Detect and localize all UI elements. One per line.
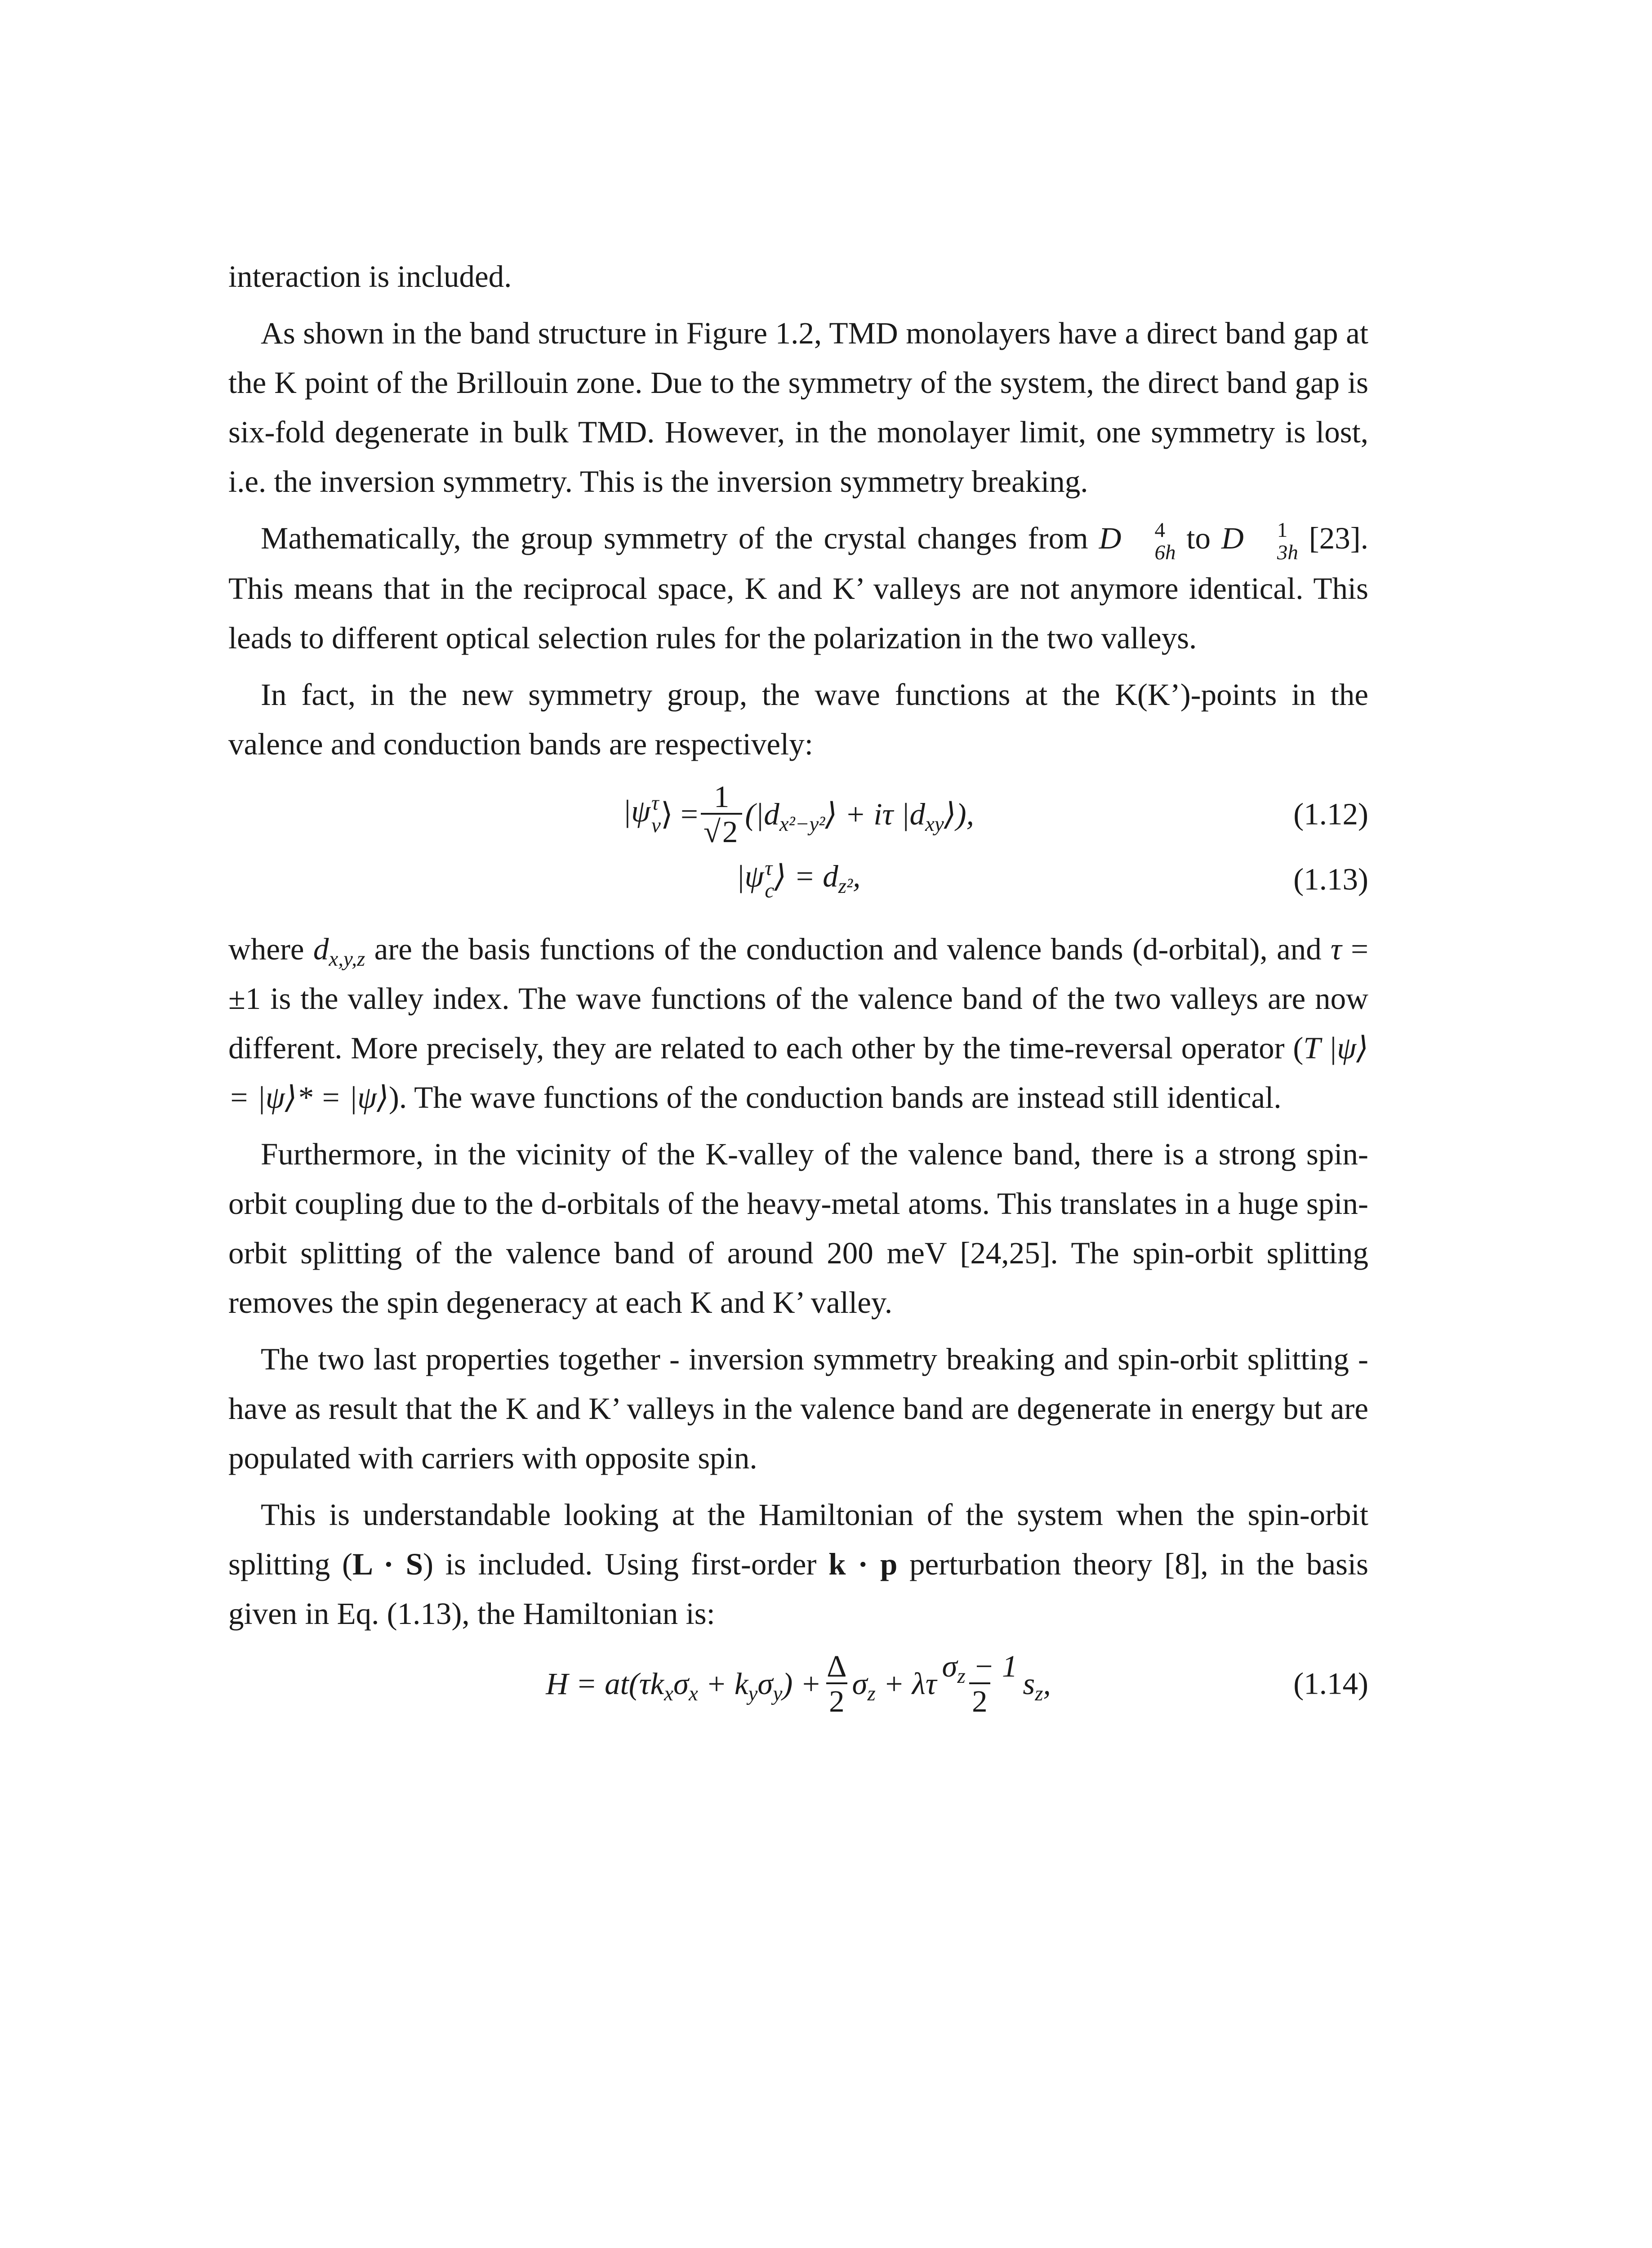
equation-1-12: |ψ τ v ⟩ = $\frac{1}{√2}$ ($|d_{x^2-y^2}⟩ + i\tau$ $|d_{xy}⟩$), (1.12) [623, 780, 1368, 849]
equation-number: (1.13) [1293, 862, 1368, 897]
fraction-one-over-sqrt2: $\frac{1}{√2}$ [701, 781, 742, 848]
fraction-delta-over-2: $\frac{\Delta}{2}$ [827, 1649, 847, 1719]
fraction-sigma-minus-one-over-2: $\frac{\sigma_z - 1}{2}$ [942, 1649, 1018, 1719]
paragraph-band-gap: As shown in the band structure in Figure 1.2, TMD monolayers have a direct band gap at the K point of the Brillouin zone. Due to the symmetry of the system, the direct band gap is six-fold degenerate in bulk TMD. However, in the monolayer limit, one symmetry is lost, i.e. the inversion symmetry. This is the inversion symmetry breaking. [228, 316, 1368, 499]
paragraph-basis-functions: where $d_{x,y,z}$ are the basis functions of the conduction and valence bands (d-orbital), and τ = ±1 is the valley index. The wave functions of the valence band of the two valleys are now different. More precisely, they are related to each other by the time-reversal operator (T |ψ⟩ = |ψ⟩* = |ψ⟩). The wave functions of the conduction bands are instead still identical. [228, 932, 1368, 1115]
paragraph-continuation: interaction is included. [228, 259, 512, 294]
page-content [228, 252, 1368, 1722]
paragraph-group-symmetry: Mathematically, the group symmetry of the crystal changes from D 4 6h to D 1 3h [23]. This means that in the reciprocal space, K and K’ valleys are not anymore identical. This leads to different optical selection rules for the polarization in the two valleys. [228, 518, 1369, 656]
equation-1-13: |ψ τ c ⟩ = $d_{z^2}$, (1.13) [736, 856, 1368, 903]
symbol-d6h: D 4 6h [1099, 518, 1176, 565]
paragraph-spin-orbit: Furthermore, in the vicinity of the K-valley of the valence band, there is a strong spin-orbit coupling due to the d-orbitals of the heavy-metal atoms. This translates in a huge spin-orbit splitting of the valence band of around 200 meV [24,25]. The spin-orbit splitting removes the spin degeneracy at each K and K’ valley. [228, 1137, 1368, 1320]
symbol-d3h: D 1 3h [1221, 518, 1298, 565]
equation-number: (1.14) [1293, 1666, 1368, 1701]
equation-1-14: $H = at(\tau k_x\sigma_x + k_y\sigma_y)$ + $\frac{\Delta}{2}$ $\sigma_z + \lambda\tau$ $\frac{\sigma_z - 1}{2}$ $s_z$, (1.14) [546, 1649, 1368, 1719]
paragraph-wave-functions-intro: In fact, in the new symmetry group, the wave functions at the K(K’)-points in the valence and conduction bands are respectively: [228, 678, 1368, 762]
paragraph-two-properties: The two last properties together - inversion symmetry breaking and spin-orbit splitting - have as result that the K and K’ valleys in the valence band are degenerate in energy but are populated with carriers with opposite spin. [228, 1342, 1368, 1476]
equation-number: (1.12) [1293, 797, 1368, 831]
paragraph-hamiltonian-intro: This is understandable looking at the Hamiltonian of the system when the spin-orbit splitting (L · S) is included. Using first-order k · p perturbation theory [8], in the basis given in Eq. (1.13), the Hamiltonian is: [228, 1498, 1368, 1631]
